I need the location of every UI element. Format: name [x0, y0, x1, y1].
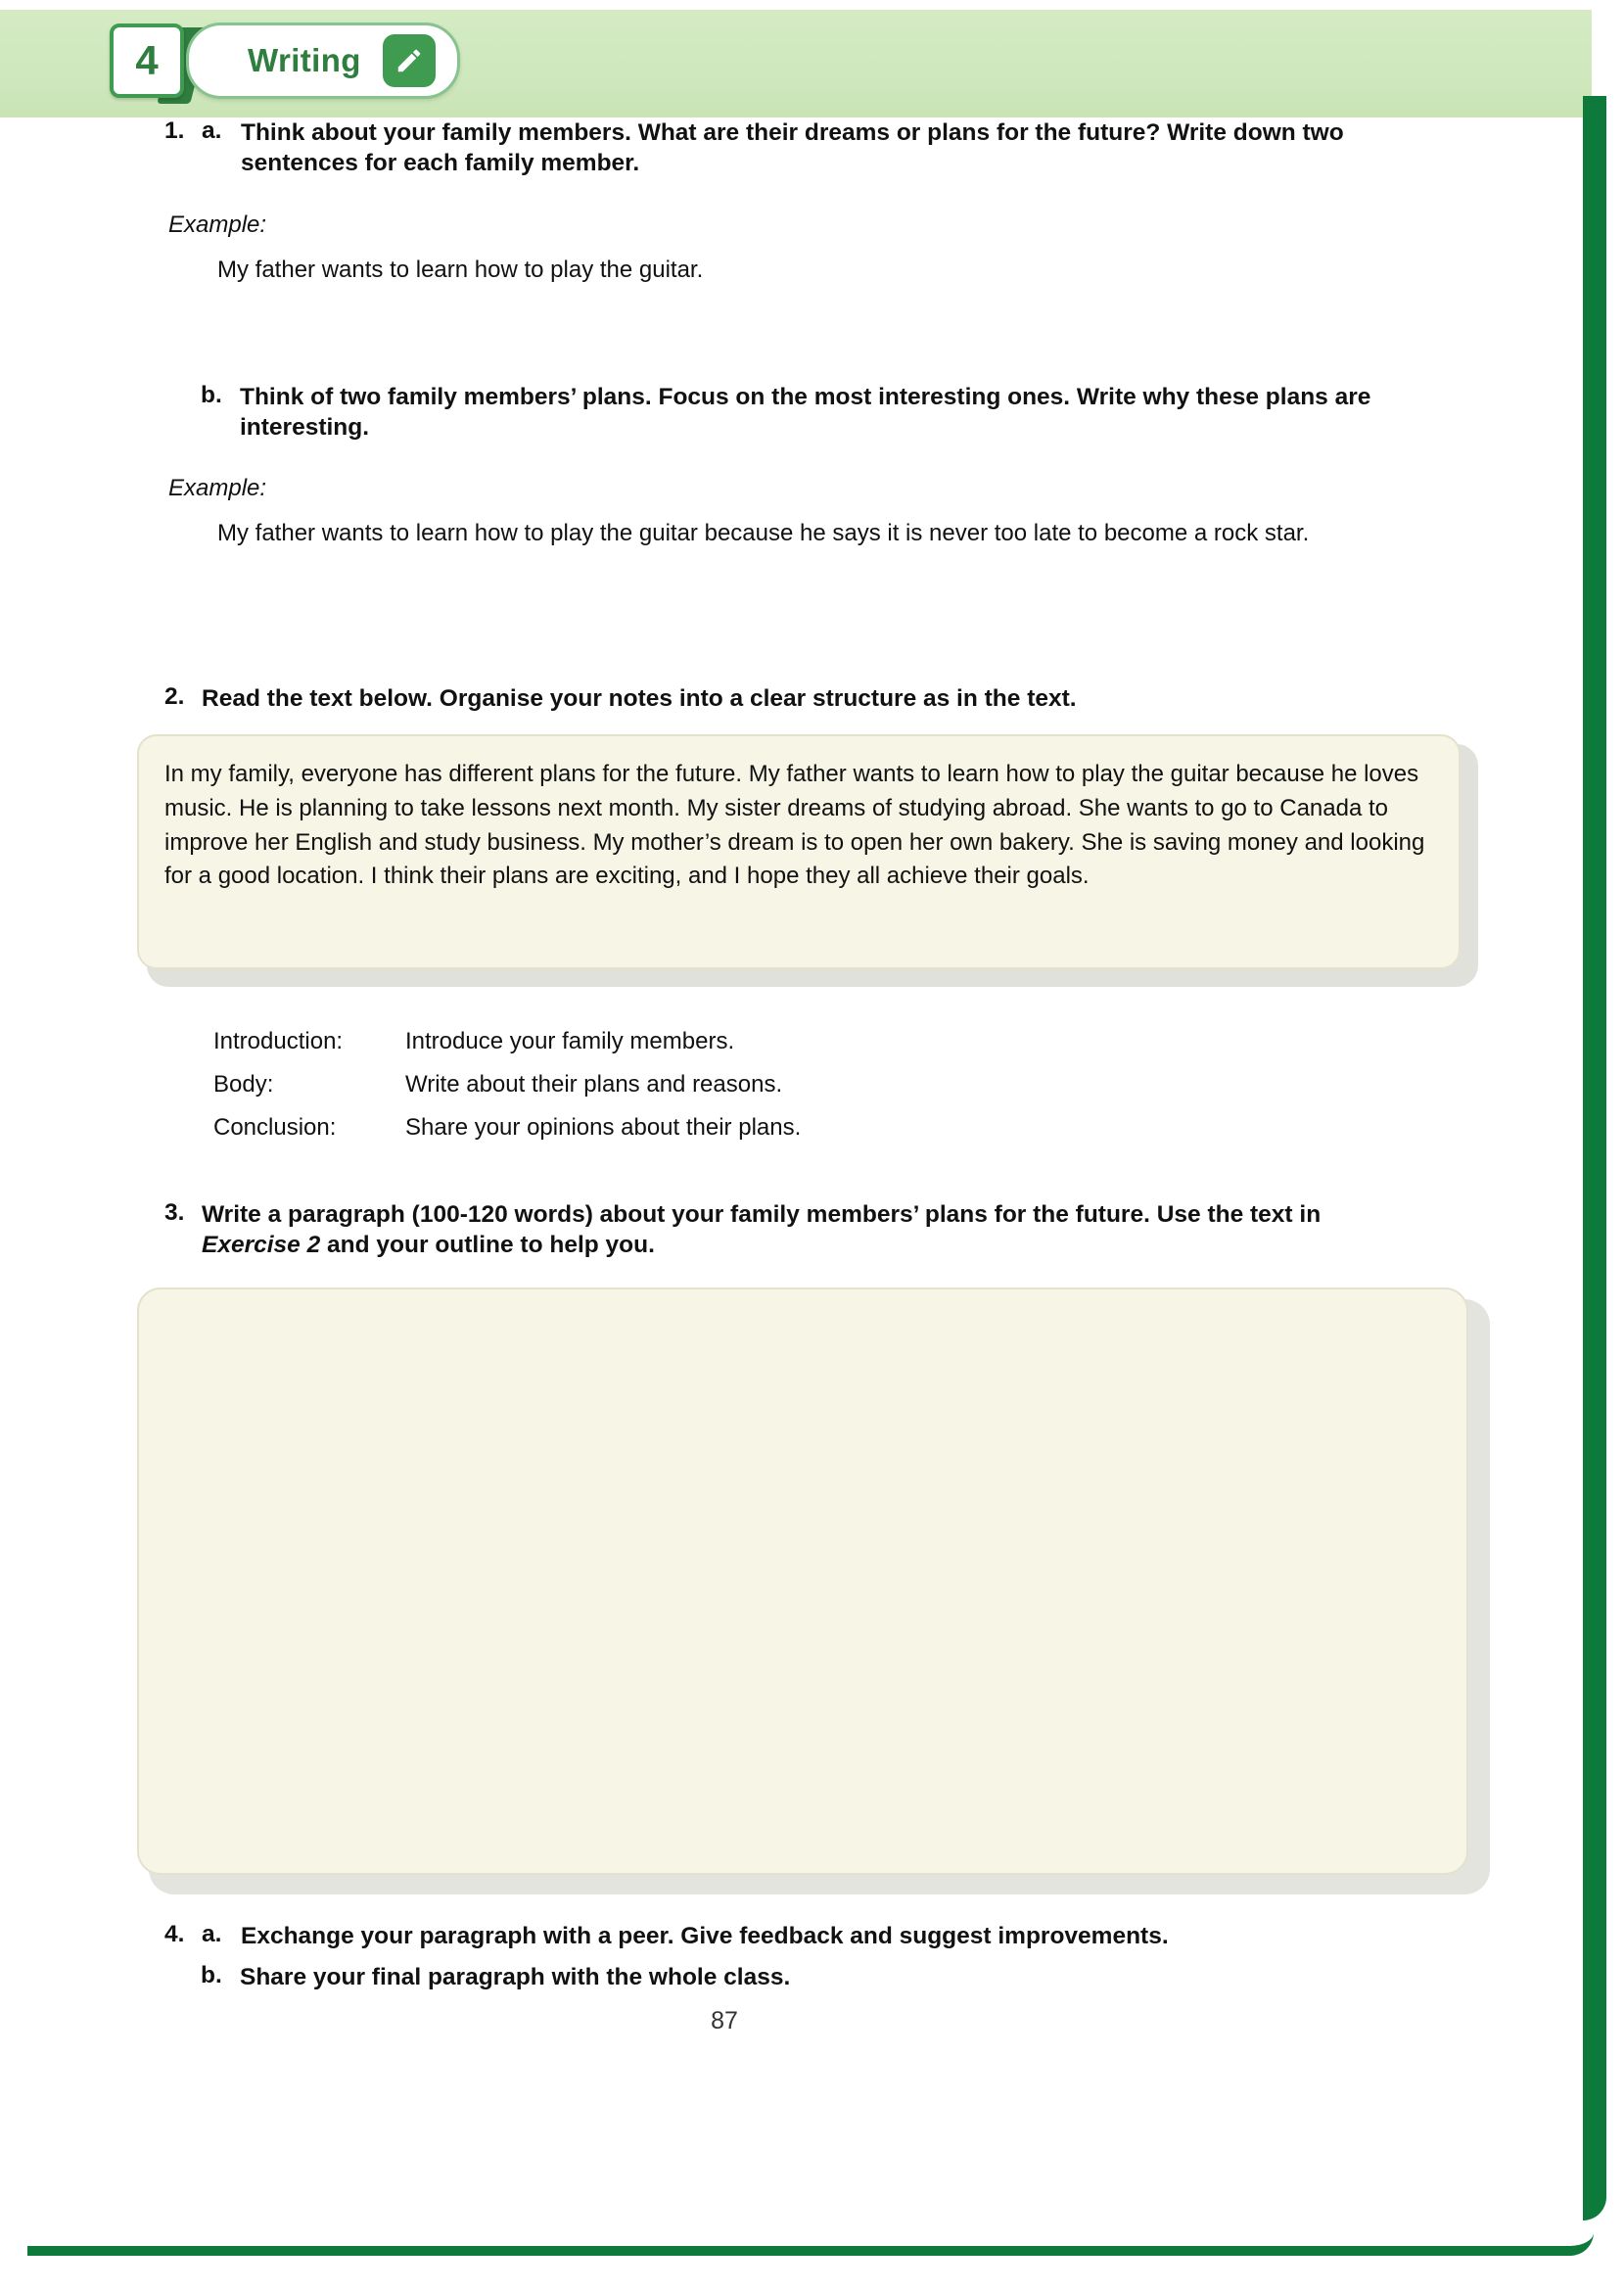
answer-area-container [137, 1287, 1468, 1875]
reading-text-container [137, 734, 1468, 969]
exercise-1b-instruction: Think of two family members’ plans. Focus on the most interesting ones. Write why these plans are interesting. [240, 384, 1371, 442]
exercise-4b [201, 1962, 1454, 1992]
exercise-1a [164, 117, 1408, 179]
exercise-2-number: 2. [164, 683, 185, 710]
outline-value: Introduce your family members. [405, 1028, 735, 1054]
outline-item [213, 1028, 801, 1055]
outline-value: Share your opinions about their plans. [405, 1114, 802, 1141]
right-green-bar [1583, 96, 1606, 2221]
exercise-3-instruction-part1: Write a paragraph (100-120 words) about your family members’ plans for the future. Use the text in [202, 1201, 1322, 1228]
page-number: 87 [711, 2007, 738, 2034]
outline-item [213, 1114, 801, 1142]
exercise-3 [164, 1199, 1398, 1261]
exercise-1b [201, 382, 1405, 444]
outline-key: Introduction: [213, 1028, 344, 1054]
exercise-4b-letter: b. [201, 1962, 222, 1988]
exercise-3-reference: Exercise 2 [202, 1232, 321, 1259]
exercise-1a-instruction: Think about your family members. What are their dreams or plans for the future? Write down two sentences for each family member. [241, 119, 1344, 177]
exercise-3-instruction [202, 1199, 1398, 1261]
exercise-1a-letter: a. [202, 117, 222, 144]
outline-list [213, 1028, 801, 1157]
exercise-4-number: 4. [164, 1921, 185, 1947]
pencil-icon [383, 34, 436, 87]
exercise-1a-example-label: Example: [168, 211, 267, 238]
exercise-2-instruction: Read the text below. Organise your notes into a clear structure as in the text. [202, 685, 1077, 712]
exercise-4a-instruction: Exchange your paragraph with a peer. Give feedback and suggest improvements. [241, 1923, 1169, 1949]
exercise-4b-instruction: Share your final paragraph with the whole class. [240, 1964, 791, 1990]
bottom-green-bar [27, 2232, 1594, 2256]
exercise-2 [164, 683, 1437, 714]
reading-passage: In my family, everyone has different plans for the future. My father wants to learn how to play the guitar because he loves music. He is planning to take lessons next month. My sister dreams of studying abroad. She wants to go to Canada to improve her English and study business. My mother’s dream is to open her own bakery. She is saving money and looking for a good location. I think their plans are exciting, and I hope they all achieve their goals. [137, 734, 1461, 969]
answer-input-box[interactable] [137, 1287, 1468, 1875]
exercise-1b-letter: b. [201, 382, 222, 408]
unit-number-badge: 4 [110, 23, 184, 98]
section-title-pill [186, 23, 460, 99]
outline-item [213, 1071, 801, 1099]
exercise-3-number: 3. [164, 1199, 185, 1226]
exercise-3-instruction-part2: and your outline to help you. [320, 1232, 655, 1259]
exercise-1b-example-label: Example: [168, 475, 267, 501]
outline-value: Write about their plans and reasons. [405, 1071, 783, 1098]
outline-key: Conclusion: [213, 1114, 337, 1141]
exercise-1-number: 1. [164, 117, 185, 144]
exercise-1b-example-text: My father wants to learn how to play the guitar because he says it is never too late to become a rock star. [217, 520, 1310, 546]
section-header [110, 22, 460, 100]
exercise-4a-letter: a. [202, 1921, 222, 1947]
exercise-4a [164, 1921, 1417, 1951]
outline-key: Body: [213, 1071, 274, 1098]
section-title: Writing [248, 42, 361, 78]
exercise-1a-example-text: My father wants to learn how to play the guitar. [217, 257, 704, 283]
